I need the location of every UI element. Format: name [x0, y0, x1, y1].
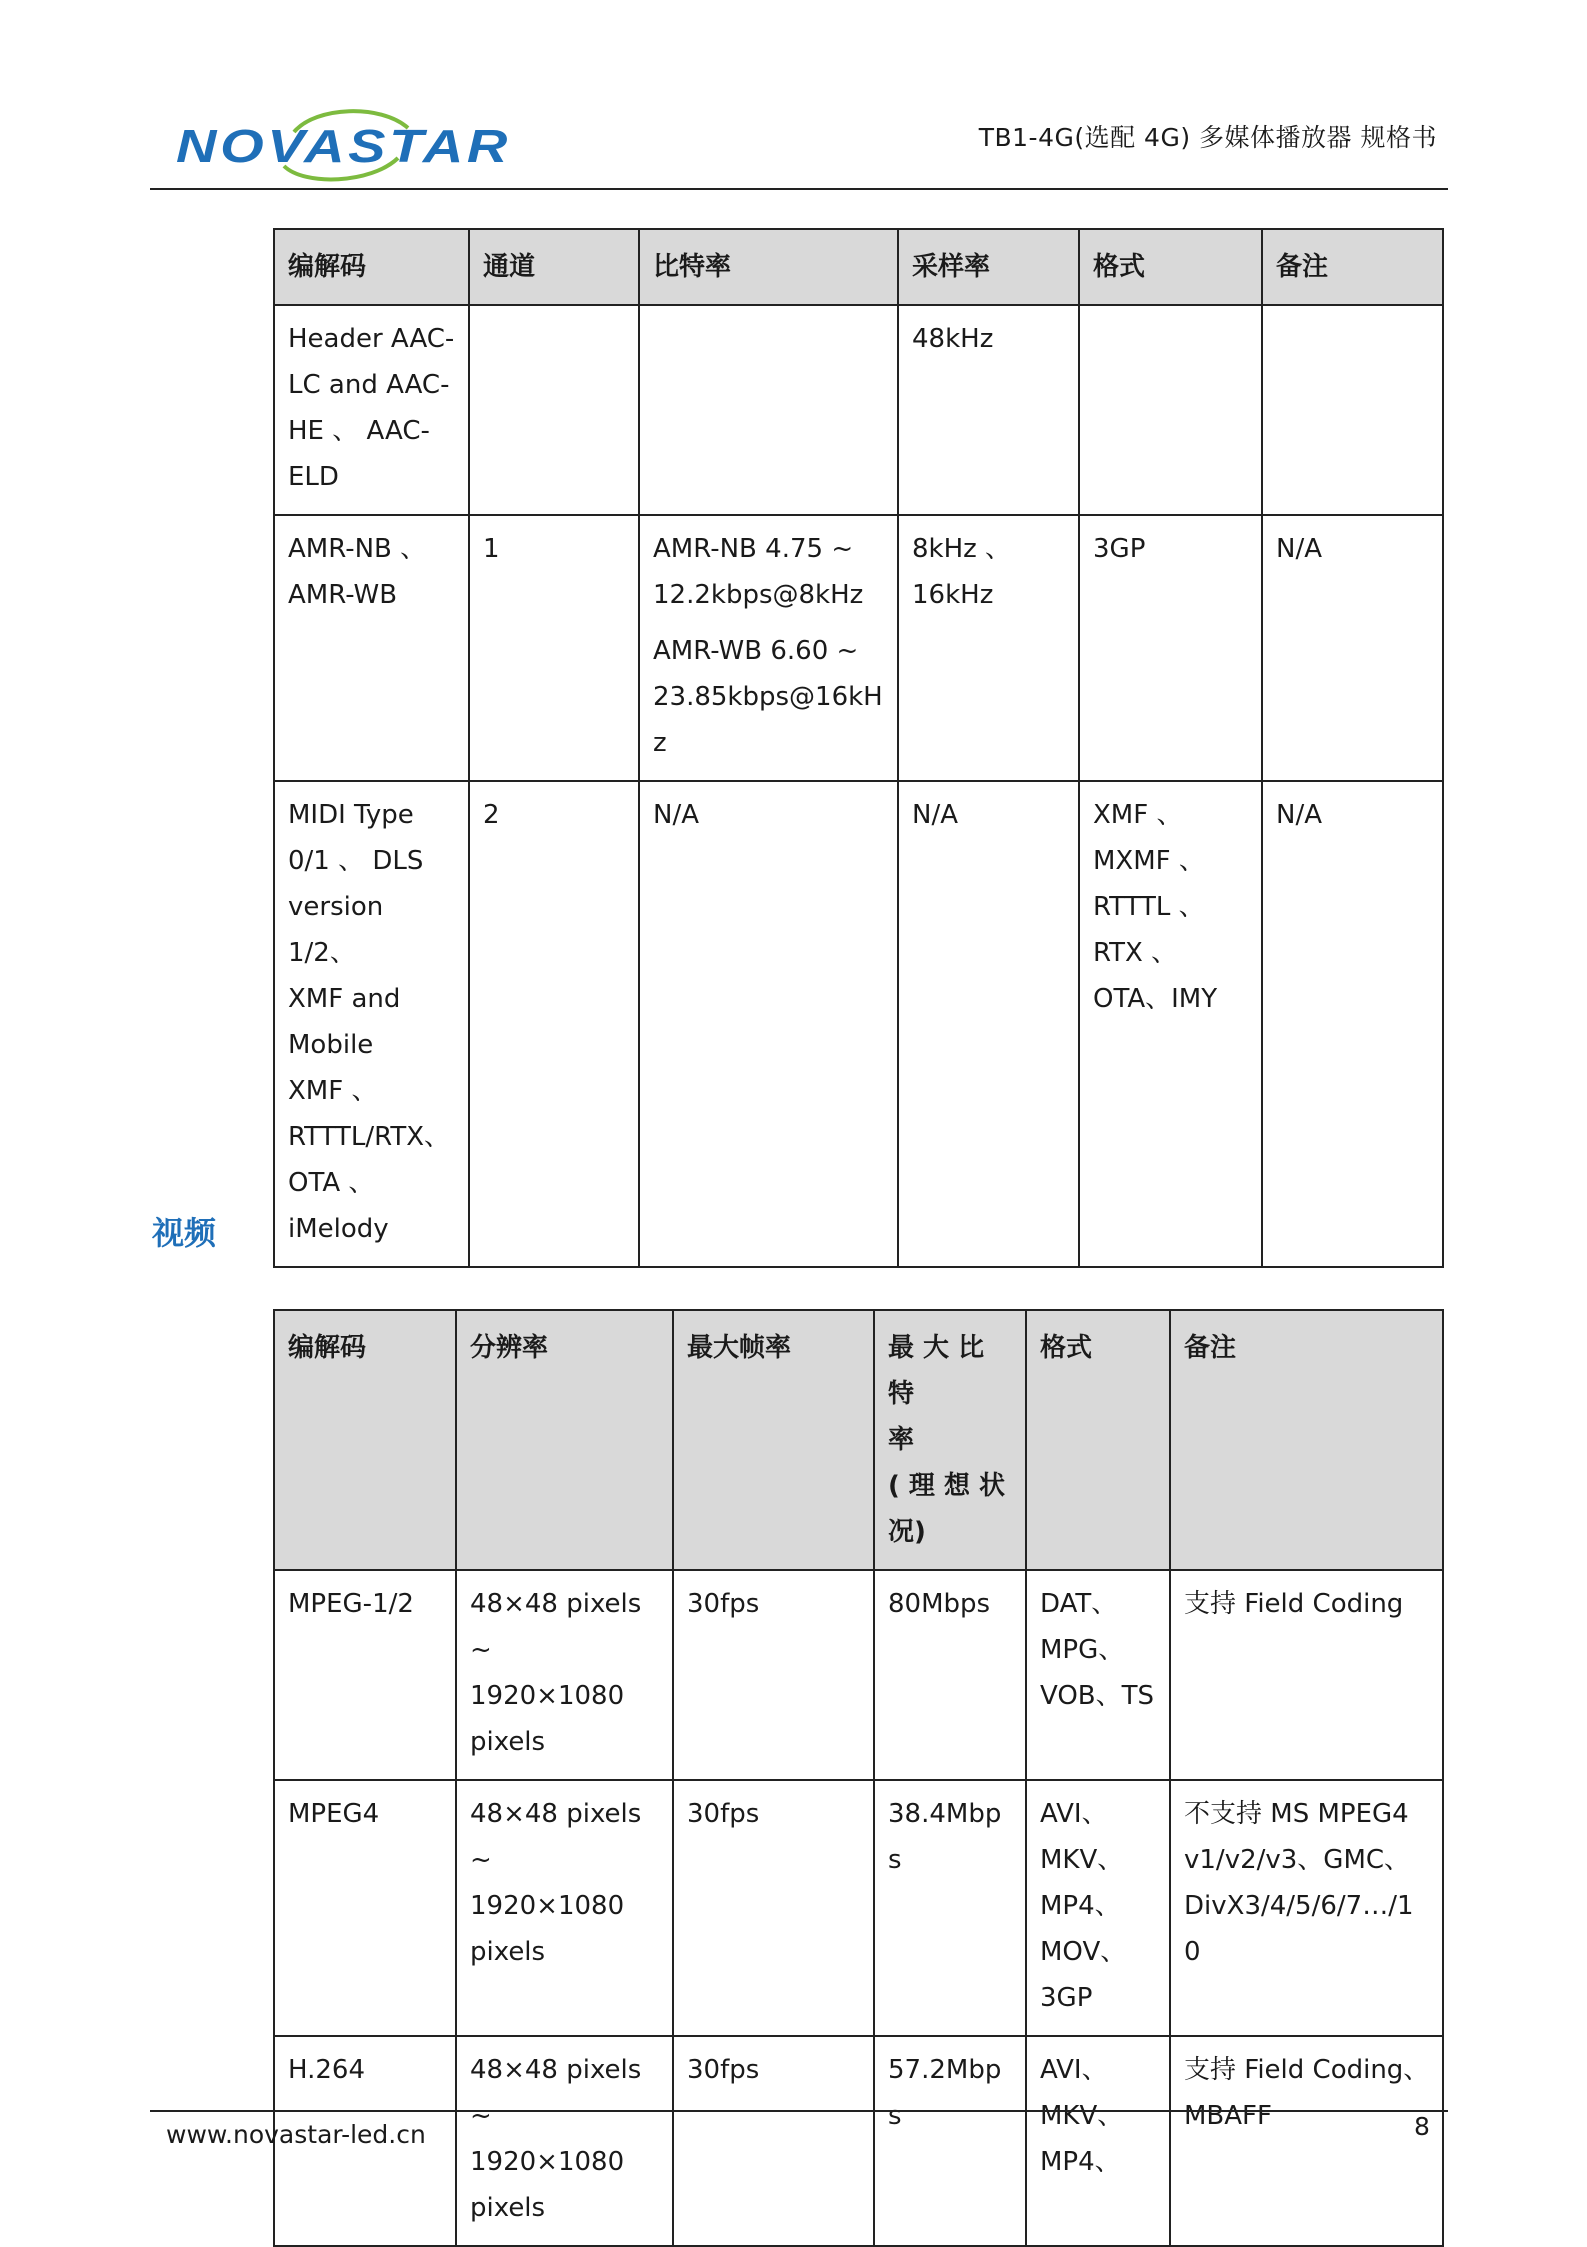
max-bitrate-cell [874, 2036, 1026, 2246]
resolution-line: 1920×1080 [470, 1891, 625, 1921]
note-cell [1262, 515, 1443, 781]
note-cell [1170, 1570, 1443, 1780]
header-line: 最大帧率 [687, 1333, 792, 1363]
video-section-title: 视频 [152, 1214, 217, 1252]
header-line: 最 大 比 特 [888, 1333, 985, 1409]
note-cell [1170, 2036, 1443, 2246]
max-fps-cell [673, 1570, 874, 1780]
table-row [274, 2036, 1443, 2246]
video-header-note [1170, 1310, 1443, 1570]
codec-line: Header AAC- [288, 324, 455, 354]
note-line: DivX3/4/5/6/7…/10 [1184, 1891, 1414, 1967]
sample-rate-cell [898, 305, 1079, 515]
codec-cell [274, 1780, 456, 2036]
bitrate-line: AMR-NB 4.75 ~ [653, 534, 854, 564]
channel-line: 2 [483, 800, 500, 830]
channel-cell [469, 781, 639, 1267]
max-bitrate-line: 57.2Mbps [888, 2055, 1002, 2131]
max-fps-cell [673, 2036, 874, 2246]
sample-rate-cell [898, 515, 1079, 781]
format-cell [1026, 2036, 1170, 2246]
audio-header-codec: 编解码 [274, 229, 469, 305]
codec-line: XMF 、 [288, 1076, 378, 1106]
footer-website: www.novastar-led.cn [166, 2120, 426, 2149]
bitrate-line: 23.85kbps@16kHz [653, 682, 883, 758]
max-fps-line: 30fps [687, 2055, 760, 2085]
max-fps-line: 30fps [687, 1799, 760, 1829]
bitrate-cell [639, 515, 898, 781]
format-line: RTTTL 、 [1093, 892, 1205, 922]
max-bitrate-line: 38.4Mbps [888, 1799, 1002, 1875]
video-table-header-row [274, 1310, 1443, 1570]
footer-divider [150, 2110, 1448, 2112]
format-line: MPG、 [1040, 1635, 1125, 1665]
codec-line: H.264 [288, 2055, 365, 2085]
video-header-max-fps [673, 1310, 874, 1570]
codec-line: MPEG-1/2 [288, 1589, 414, 1619]
bitrate-paragraph [653, 526, 885, 618]
format-line: MXMF 、 [1093, 846, 1205, 876]
audio-header-sample-rate: 采样率 [898, 229, 1079, 305]
codec-line: HE 、 AAC- [288, 416, 430, 446]
max-fps-cell [673, 1780, 874, 2036]
table-row [274, 781, 1443, 1267]
header-line: 备注 [1184, 1333, 1237, 1363]
page-number: 8 [1414, 2112, 1430, 2141]
resolution-cell [456, 2036, 673, 2246]
format-cell [1079, 305, 1262, 515]
channel-line: 1 [483, 534, 500, 564]
format-line: MOV、 [1040, 1937, 1127, 1967]
format-cell [1079, 781, 1262, 1267]
resolution-cell [456, 1570, 673, 1780]
note-line: v1/v2/v3、GMC、 [1184, 1845, 1411, 1875]
max-bitrate-cell [874, 1780, 1026, 2036]
codec-cell [274, 1570, 456, 1780]
format-line: MP4、 [1040, 1891, 1121, 1921]
max-bitrate-line: 80Mbps [888, 1589, 991, 1619]
note-line: N/A [1276, 800, 1322, 830]
table-row [274, 515, 1443, 781]
resolution-line: pixels [470, 1937, 546, 1967]
codec-line: 0/1 、 DLS [288, 846, 424, 876]
resolution-line: 48×48 pixels ~ [470, 2055, 642, 2131]
audio-header-note: 备注 [1262, 229, 1443, 305]
table-row [274, 1570, 1443, 1780]
video-header-resolution [456, 1310, 673, 1570]
audio-table-body [274, 305, 1443, 1267]
bitrate-paragraph [653, 628, 885, 766]
resolution-line: 1920×1080 [470, 1681, 625, 1711]
table-row [274, 305, 1443, 515]
format-line: AVI、 [1040, 2055, 1108, 2085]
bitrate-cell [639, 781, 898, 1267]
codec-line: AMR-WB [288, 580, 398, 610]
format-line: AVI、 [1040, 1799, 1108, 1829]
channel-cell [469, 515, 639, 781]
codec-line: MIDI Type [288, 800, 414, 830]
codec-cell [274, 781, 469, 1267]
max-bitrate-cell [874, 1570, 1026, 1780]
codec-line: iMelody [288, 1214, 389, 1244]
video-codec-table [273, 1309, 1444, 2247]
bitrate-line: N/A [653, 800, 699, 830]
note-line: 支持 Field Coding [1184, 1589, 1404, 1619]
format-line: RTX 、 [1093, 938, 1178, 968]
document-title: TB1-4G(选配 4G) 多媒体播放器 规格书 [978, 123, 1437, 152]
format-cell [1079, 515, 1262, 781]
header-line: 况) [888, 1517, 926, 1547]
codec-cell [274, 305, 469, 515]
codec-line: OTA 、 [288, 1168, 375, 1198]
format-line: 3GP [1093, 534, 1146, 564]
bitrate-line: 12.2kbps@8kHz [653, 580, 864, 610]
header-line: ( 理 想 状 [888, 1471, 1006, 1501]
audio-codec-table [273, 228, 1444, 1268]
format-line: MKV、 [1040, 1845, 1124, 1875]
video-table-body [274, 1570, 1443, 2246]
sample-rate-cell [898, 781, 1079, 1267]
note-line: N/A [1276, 534, 1322, 564]
bitrate-line: AMR-WB 6.60 ~ [653, 636, 859, 666]
video-header-format [1026, 1310, 1170, 1570]
bitrate-cell [639, 305, 898, 515]
format-cell [1026, 1570, 1170, 1780]
audio-header-channel: 通道 [469, 229, 639, 305]
note-line: 不支持 MS MPEG4 [1184, 1799, 1409, 1829]
novastar-logo [176, 104, 516, 182]
codec-line: version 1/2、 [288, 892, 384, 968]
codec-line: RTTTL/RTX、 [288, 1122, 451, 1152]
codec-line: ELD [288, 462, 339, 492]
codec-cell [274, 515, 469, 781]
note-line: 支持 Field Coding、 [1184, 2055, 1430, 2085]
codec-line: AMR-NB 、 [288, 534, 427, 564]
video-header-max-bitrate [874, 1310, 1026, 1570]
format-line: MKV、 [1040, 2101, 1124, 2131]
header-line: 率 [888, 1425, 915, 1455]
audio-table-header-row [274, 229, 1443, 305]
header-line: 编解码 [288, 1333, 367, 1363]
max-fps-line: 30fps [687, 1589, 760, 1619]
codec-line: Mobile [288, 1030, 374, 1060]
bitrate-paragraph [653, 792, 885, 838]
codec-line: LC and AAC- [288, 370, 450, 400]
format-line: OTA、IMY [1093, 984, 1218, 1014]
channel-cell [469, 305, 639, 515]
resolution-line: 48×48 pixels ~ [470, 1799, 642, 1875]
table-row [274, 1780, 1443, 2036]
audio-header-bitrate: 比特率 [639, 229, 898, 305]
resolution-line: 48×48 pixels ~ [470, 1589, 642, 1665]
format-line: XMF 、 [1093, 800, 1183, 830]
sample-rate-line: 8kHz 、 [912, 534, 1012, 564]
sample-rate-line: 16kHz [912, 580, 994, 610]
sample-rate-line: N/A [912, 800, 958, 830]
resolution-line: pixels [470, 2193, 546, 2223]
logo-wordmark: NOVASTAR [176, 120, 511, 172]
format-line: VOB、TS [1040, 1681, 1155, 1711]
sample-rate-line: 48kHz [912, 324, 994, 354]
note-cell [1262, 305, 1443, 515]
header-line: 格式 [1040, 1333, 1093, 1363]
audio-header-format: 格式 [1079, 229, 1262, 305]
codec-line: XMF and [288, 984, 401, 1014]
resolution-line: pixels [470, 1727, 546, 1757]
format-line: MP4、 [1040, 2147, 1121, 2177]
format-cell [1026, 1780, 1170, 2036]
note-cell [1262, 781, 1443, 1267]
format-line: DAT、 [1040, 1589, 1118, 1619]
video-header-codec [274, 1310, 456, 1570]
format-line: 3GP [1040, 1983, 1093, 2013]
note-line: MBAFF [1184, 2101, 1272, 2131]
header-divider [150, 188, 1448, 190]
resolution-line: 1920×1080 [470, 2147, 625, 2177]
note-cell [1170, 1780, 1443, 2036]
codec-line: MPEG4 [288, 1799, 380, 1829]
header-line: 分辨率 [470, 1333, 549, 1363]
resolution-cell [456, 1780, 673, 2036]
